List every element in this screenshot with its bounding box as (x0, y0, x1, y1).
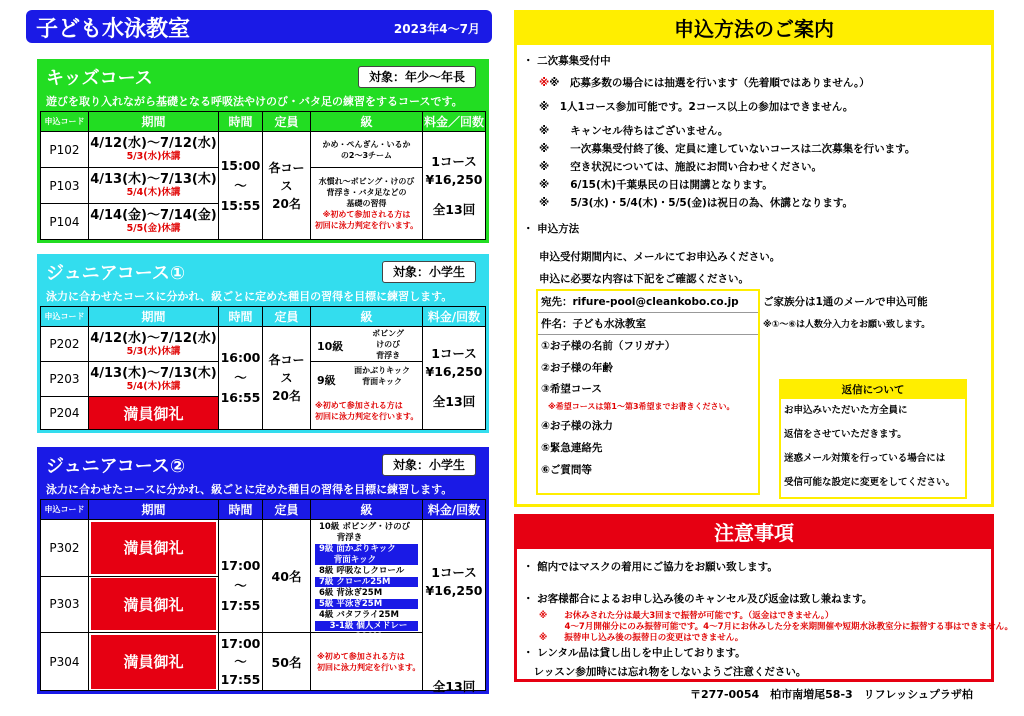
email-item: ④お子様の泳力 (541, 420, 613, 432)
junior2-course-panel (37, 447, 489, 694)
col-code: 申込コード (41, 500, 89, 520)
apply-panel: 申込方法のご案内 ・ 二次募集受付中 ※※ 応募多数の場合には抽選を行います（先着順ではありません。） ※ 1人1コース参加可能です。2コース以上の参加はできません。 ※ キャンセル待ちはございません。 ※ 一次募集受付終了後、定員に達していないコースは二次募集を行います。 ※ 空き状況については、施設にお問い合わせください。 ※ 6/15(木)千葉県民の日は開講となります。 ※ 5/3(水)・5/4(木)・5/5(金)は祝日の為、休講となります。 ・ 申込方法 申込受付期間内に、メールにてお申込みください。 申込に必要な内容は下記をご確認ください。 宛先：rifure-pool@cleankobo.co.jp 件名：子ども水泳教室 ①お子様の名前（フリガナ） ②お子様の年齢 ③希望コース ※希望コースは第1～第3希望までお書きください。 ④お子様の泳力 ⑤緊急連絡先 ⑥ご質問等 ご家族分は1通のメールで申込可能 ※①～⑥は人数分入力をお願い致します。 返信について お申込みいただいた方全員に 返信をさせていただきます。 迷惑メール対策を行っている場合には 受信可能な設定に変更をしてください。 (514, 10, 994, 507)
family-note: ご家族分は1通のメールで申込可能 (763, 296, 928, 308)
course-level: 10級 ボビング けのび 背浮き (311, 327, 423, 362)
table-row (41, 327, 486, 362)
course-period: 4/14(金)～7/14(金) 5/5(金)休講 (89, 204, 219, 240)
col-period: 期間 (89, 112, 219, 132)
junior1-course-panel (37, 254, 489, 433)
course-code: P303 (41, 576, 89, 633)
kids-course-description: 遊びを取り入れながら基礎となる呼吸法やけのび・バタ足の練習をするコースです。 (40, 91, 486, 111)
junior1-course-description: 泳力に合わせたコースに分かれ、級ごとに定めた種目の習得を目標に練習します。 (40, 286, 486, 306)
col-capacity: 定員 (263, 307, 311, 327)
col-time: 時間 (219, 307, 263, 327)
junior1-course-target: 対象：小学生 (382, 261, 476, 283)
junior2-course-target: 対象：小学生 (382, 454, 476, 476)
caution-note: ※ 振替申し込み後の振替日の変更はできません。 (539, 633, 744, 643)
level-item: 10級 ボビング・けのび 背浮き (319, 522, 411, 543)
main-header (26, 10, 492, 43)
course-level-list (311, 520, 423, 642)
junior2-course-name: ジュニアコース② (46, 456, 186, 477)
course-code: P202 (41, 327, 89, 362)
col-capacity: 定員 (263, 500, 311, 520)
course-code: P304 (41, 633, 89, 691)
course-level: ※初めて参加される方は 初回に泳力判定を行います。 (311, 633, 423, 691)
course-capacity: 各コース 20名 (263, 132, 311, 240)
course-fee: 1コース ¥16,250 全13回 (423, 520, 486, 691)
level-item: 4級 バタフライ25M (319, 610, 399, 620)
caution-item: ・ レンタル品は貸し出しを中止しております。 (523, 647, 746, 659)
reply-text: 迷惑メール対策を行っている場合には (784, 453, 946, 464)
email-item: ⑥ご質問等 (541, 464, 592, 476)
kids-course-header (40, 62, 486, 91)
junior2-schedule-table (40, 499, 486, 694)
kids-course-name: キッズコース (46, 68, 153, 89)
kids-schedule-table (40, 111, 486, 240)
table-row (41, 633, 486, 691)
course-level: かめ・ぺんぎん・いるか の2～3チーム (311, 132, 423, 168)
caution-panel (514, 514, 1013, 682)
col-level: 級 (311, 500, 423, 520)
course-fee: 1コース ¥16,250 全13回 (423, 132, 486, 240)
email-subject: 件名：子ども水泳教室 (538, 313, 758, 335)
email-item: ③希望コース (541, 383, 602, 395)
course-period: 4/13(木)～7/13(木) 5/4(木)休講 (89, 362, 219, 397)
apply-note: ※ 5/3(水)・5/4(木)・5/5(金)は祝日の為、休講となります。 (539, 197, 854, 209)
col-code: 申込コード (41, 307, 89, 327)
course-code: P204 (41, 397, 89, 430)
col-period: 期間 (89, 307, 219, 327)
email-item-note: ※希望コースは第1～第3希望までお書きください。 (548, 402, 735, 411)
junior2-course-description: 泳力に合わせたコースに分かれ、級ごとに定めた種目の習得を目標に練習します。 (40, 479, 486, 499)
course-code: P103 (41, 168, 89, 204)
course-period: 4/12(水)～7/12(水) 5/3(水)休講 (89, 132, 219, 168)
apply-method: 申込に必要な内容は下記をご確認ください。 (539, 273, 749, 285)
caution-title: 注意事項 (517, 517, 991, 549)
course-time: 17:00 ～ 17:55 (219, 633, 263, 691)
col-time: 時間 (219, 500, 263, 520)
email-item: ①お子様の名前（フリガナ） (541, 340, 676, 352)
email-contents-box (536, 289, 760, 495)
col-level: 級 (311, 112, 423, 132)
course-capacity: 50名 (263, 633, 311, 691)
apply-note: ※ 一次募集受付終了後、定員に達していないコースは二次募集を行います。 (539, 143, 916, 155)
course-level: 9級 面かぶりキック 背面キック ※初めて参加される方は 初回に泳力判定を行います。 (311, 362, 423, 430)
caution-note: ※ お休みされた分は最大3回まで振替が可能です。（返金はできません。） (539, 611, 834, 621)
course-code: P102 (41, 132, 89, 168)
level-item: 9級 面かぶりキック 背面キック (315, 544, 418, 566)
family-note-detail: ※①～⑥は人数分入力をお願い致します。 (763, 320, 931, 330)
reply-title: 返信について (781, 381, 965, 399)
caution-note: 4～7月開催分にのみ振替可能です。4～7月にお休みした分を来期開催や短期水泳教室分に振替する事はできません。 (539, 622, 1013, 632)
course-time: 16:00 ～ 16:55 (219, 327, 263, 430)
level-item: 5級 平泳ぎ25M (315, 599, 418, 610)
reply-text: お申込みいただいた方全員に (784, 405, 908, 416)
course-time: 17:00 ～ 17:55 (219, 520, 263, 633)
course-code: P302 (41, 520, 89, 577)
level-item: 8級 呼吸なしクロール (319, 566, 405, 576)
course-capacity: 各コース 20名 (263, 327, 311, 430)
course-level: 水慣れ～ボビング・けのび 背浮き・バタ足などの 基礎の習得 ※初めて参加される方は 初回に泳力判定を行います。 (311, 168, 423, 240)
col-fee: 料金/回数 (423, 500, 486, 520)
level-item: 3-1級 個人メドレー100M (315, 621, 418, 632)
junior1-course-name: ジュニアコース① (46, 263, 186, 284)
reply-text: 返信をさせていただきます。 (784, 429, 907, 440)
course-full-badge: 満員御礼 (89, 576, 219, 633)
col-fee: 料金／回数 (423, 112, 486, 132)
page-period: 2023年4～7月 (393, 22, 480, 36)
email-item: ⑤緊急連絡先 (541, 442, 603, 454)
col-capacity: 定員 (263, 112, 311, 132)
apply-sec1: ・ 二次募集受付中 (523, 55, 611, 67)
apply-method: 申込受付期間内に、メールにてお申込みください。 (539, 251, 781, 263)
apply-title: 申込方法のご案内 (517, 13, 991, 45)
col-period: 期間 (89, 500, 219, 520)
kids-course-panel (37, 59, 489, 243)
facility-address: 〒277-0054 柏市南増尾58-3 リフレッシュプラザ柏 (690, 688, 973, 701)
page-title: 子ども水泳教室 (36, 17, 191, 42)
caution-item: レッスン参加時には忘れ物をしないようご注意ください。 (523, 666, 807, 678)
apply-note: ※ 1人1コース参加可能です。2コース以上の参加はできません。 (539, 101, 854, 113)
level-item: 7級 クロール25M (315, 577, 418, 588)
course-code: P203 (41, 362, 89, 397)
level-item: 6級 背泳ぎ25M (319, 588, 383, 598)
col-fee: 料金/回数 (423, 307, 486, 327)
course-code: P104 (41, 204, 89, 240)
course-time: 15:00 ～ 15:55 (219, 132, 263, 240)
kids-course-target: 対象：年少～年長 (358, 66, 476, 88)
reply-text: 受信可能な設定に変更をしてください。 (784, 477, 956, 488)
junior2-course-header (40, 450, 486, 479)
caution-item: ・ 館内ではマスクの着用にご協力をお願い致します。 (523, 561, 778, 573)
junior1-schedule-table (40, 306, 486, 430)
course-full-badge: 満員御礼 (89, 520, 219, 577)
reply-box (779, 379, 967, 499)
junior1-course-header (40, 257, 486, 286)
course-capacity: 40名 (263, 520, 311, 633)
col-code: 申込コード (41, 112, 89, 132)
course-fee: 1コース ¥16,250 全13回 (423, 327, 486, 430)
course-period: 4/12(水)～7/12(水) 5/3(水)休講 (89, 327, 219, 362)
email-to: 宛先：rifure-pool@cleankobo.co.jp (538, 291, 758, 313)
course-period: 4/13(木)～7/13(木) 5/4(木)休講 (89, 168, 219, 204)
course-full-badge: 満員御礼 (89, 633, 219, 691)
table-row (41, 520, 486, 577)
apply-note: ※ キャンセル待ちはございません。 (539, 125, 729, 137)
apply-note: ※ 6/15(木)千葉県民の日は開講となります。 (539, 179, 773, 191)
apply-sec2: ・ 申込方法 (523, 223, 580, 235)
table-row (41, 132, 486, 168)
col-time: 時間 (219, 112, 263, 132)
caution-item: ・ お客様都合によるお申し込み後のキャンセル及び返金は致し兼ねます。 (523, 593, 873, 605)
apply-note: ※ 応募多数の場合には抽選を行います（先着順ではありません。） (549, 77, 870, 89)
email-item: ②お子様の年齢 (541, 362, 613, 374)
apply-note: ※ 空き状況については、施設にお問い合わせください。 (539, 161, 822, 173)
col-level: 級 (311, 307, 423, 327)
course-full-badge: 満員御礼 (89, 397, 219, 430)
